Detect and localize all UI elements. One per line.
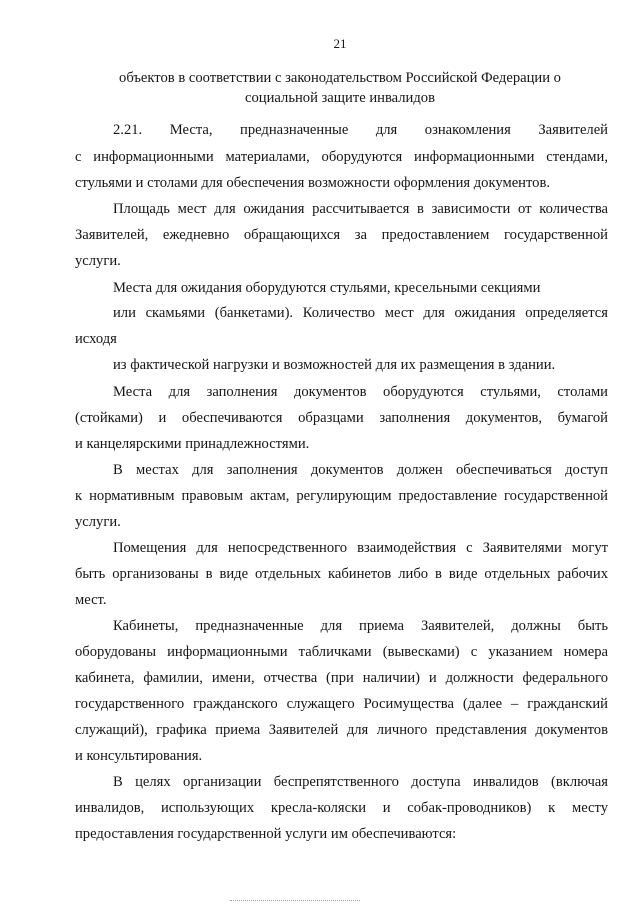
text-line: предоставления государственной услуги им обеспечиваются: (75, 826, 457, 842)
text-line: Кабинеты, предназначенные для приема Заявителей, должны быть (113, 618, 608, 634)
text-line: Заявителей, ежедневно обращающихся за предоставлением государственной (75, 227, 608, 243)
text-line: оборудованы информационными табличками (вывесками) с указанием номера (75, 644, 608, 660)
text-line: быть организованы в виде отдельных кабинетов либо в виде отдельных рабочих (75, 566, 608, 582)
text-line: инвалидов, использующих кресла-коляски и собак-проводников) к месту (75, 800, 608, 816)
text-line: стульями и столами для обеспечения возможности оформления документов. (75, 175, 551, 191)
text-line: Площадь мест для ожидания рассчитывается в зависимости от количества (113, 201, 608, 217)
text-line: услуги. (75, 514, 121, 530)
text-line: В местах для заполнения документов должен обеспечиваться доступ (113, 462, 608, 478)
text-line: или скамьями (банкетами). Количество мест для ожидания определяется (113, 305, 608, 321)
text-line: В целях организации беспрепятственного доступа инвалидов (включая (113, 774, 608, 790)
text-line: и консультирования. (75, 748, 203, 764)
text-line: государственного гражданского служащего Росимущества (далее – гражданский (75, 696, 608, 712)
text-line: (стойками) и обеспечиваются образцами заполнения документов, бумагой (75, 410, 608, 426)
text-line: Места для заполнения документов оборудуются стульями, столами (113, 384, 608, 400)
scan-artifact (230, 900, 360, 902)
page-number: 21 (333, 36, 347, 51)
text-line: 2.21. Места, предназначенные для ознакомления Заявителей (113, 122, 608, 138)
text-line: служащий), графика приема Заявителей для личного представления документов (75, 722, 608, 738)
heading-line: социальной защите инвалидов (245, 90, 435, 106)
text-line: к нормативным правовым актам, регулирующим предоставление государственной (75, 488, 608, 504)
text-line: кабинета, фамилии, имени, отчества (при наличии) и должности федерального (75, 670, 608, 686)
text-line: Места для ожидания оборудуются стульями, кресельными секциями (113, 280, 541, 296)
text-line: и канцелярскими принадлежностями. (75, 436, 310, 452)
text-line: исходя (75, 331, 117, 347)
text-line: услуги. (75, 253, 121, 269)
text-line: Помещения для непосредственного взаимодействия с Заявителями могут (113, 540, 608, 556)
text-line: мест. (75, 592, 107, 608)
heading-line: объектов в соответствии с законодательством Российской Федерации о (119, 70, 561, 86)
text-line: с информационными материалами, оборудуются информационными стендами, (75, 149, 608, 165)
continued-heading (70, 68, 610, 108)
text-line: из фактической нагрузки и возможностей для их размещения в здании. (113, 357, 556, 373)
